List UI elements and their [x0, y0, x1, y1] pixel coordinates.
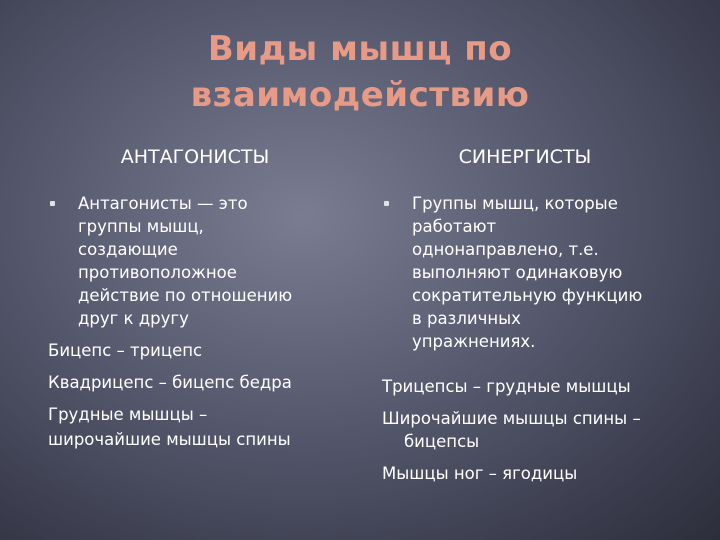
definition-line: Антагонисты — это — [78, 194, 248, 213]
example-line: Бицепс – трицепс — [48, 341, 203, 360]
bullet-icon — [384, 201, 389, 206]
definition-line: друг к другу — [78, 309, 189, 328]
definition-line: работают — [412, 217, 497, 236]
definition-line: группы мышц, — [78, 217, 204, 236]
example-line: Мышцы ног – ягодицы — [382, 464, 578, 483]
definition-line: сократительную функцию — [412, 286, 643, 305]
example-line: широчайшие мышцы спины — [48, 430, 291, 449]
antagonists-column — [48, 192, 368, 451]
antagonists-definition — [48, 192, 368, 330]
title-line-2: взаимодействию — [190, 75, 530, 115]
definition-line: Группы мышц, которые — [412, 194, 618, 213]
synergists-column — [382, 192, 702, 485]
example-line: Широчайшие мышцы спины –бицепсы — [382, 409, 641, 451]
definition-line: выполняют одинаковую — [412, 263, 623, 282]
definition-line: в различных — [412, 309, 521, 328]
example-line: Трицепсы – грудные мышцы — [382, 377, 631, 396]
definition-line: действие по отношению — [78, 286, 293, 305]
definition-line: противоположное — [78, 263, 237, 282]
synergists-definition — [382, 192, 702, 353]
title-line-1: Виды мышц по — [207, 29, 513, 69]
example-line: Квадрицепс – бицепс бедра — [48, 373, 292, 392]
example-line: Грудные мышцы – — [48, 405, 208, 424]
definition-line: создающие — [78, 240, 178, 259]
slide-title — [0, 26, 720, 118]
definition-line: упражнениях. — [412, 332, 536, 351]
definition-line: однонаправлено, т.е. — [412, 240, 599, 259]
synergists-heading: СИНЕРГИСТЫ — [458, 146, 592, 168]
bullet-icon — [50, 201, 55, 206]
antagonists-heading: АНТАГОНИСТЫ — [120, 146, 270, 168]
